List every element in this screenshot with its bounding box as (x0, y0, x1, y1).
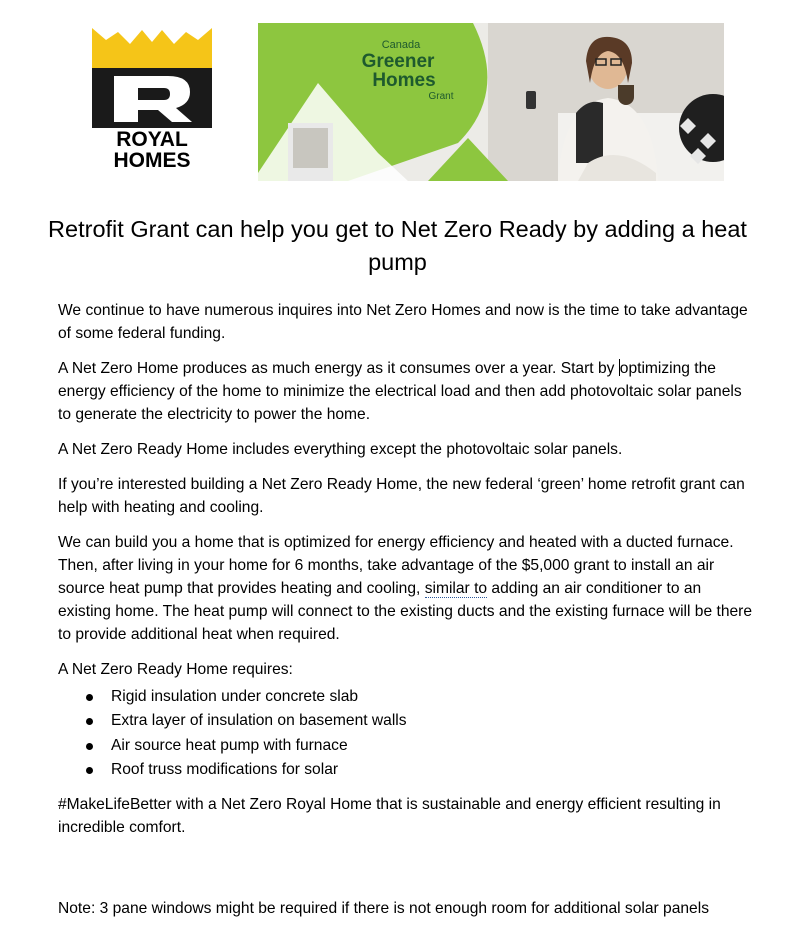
paragraph-text: optimizing the energy efficiency of the home to minimize the electrical load and then add photovoltaic solar panels to generate the electricity to power the home. (58, 360, 742, 423)
logo-line2: HOMES (113, 149, 191, 170)
list-item: Air source heat pump with furnace (58, 734, 758, 758)
paragraph-net-zero-ready: A Net Zero Ready Home includes everything except the photovoltaic solar panels. (58, 441, 623, 458)
page-title: Retrofit Grant can help you get to Net Zero Ready by adding a heat pump (48, 216, 747, 275)
royal-homes-logo (92, 28, 212, 170)
banner-greener: Greener (361, 51, 435, 72)
logo-line1: ROYAL (116, 128, 188, 151)
note-text: Note: 3 pane windows might be required if there is not enough room for additional solar panels (58, 900, 709, 917)
list-item: Roof truss modifications for solar (58, 758, 758, 782)
paragraph-make-life-better: #MakeLifeBetter with a Net Zero Royal Home that is sustainable and energy efficient resulting in incredible comfort. (58, 796, 721, 837)
greener-homes-banner (258, 23, 724, 181)
requirements-list (58, 685, 758, 782)
banner-canada: Canada (381, 39, 421, 51)
paragraph-requirements-intro: A Net Zero Ready Home requires: (58, 661, 293, 678)
paragraph-text: A Net Zero Home produces as much energy as it consumes over a year. Start by (58, 360, 619, 377)
crown-icon (92, 28, 212, 68)
paragraph-net-zero-home (58, 357, 758, 426)
banner-homes: Homes (372, 70, 436, 91)
list-item: Rigid insulation under concrete slab (58, 685, 758, 709)
list-item: Extra layer of insulation on basement walls (58, 709, 758, 733)
grammar-flag[interactable]: similar to (424, 580, 488, 597)
paragraph-retrofit-grant: If you’re interested building a Net Zero Ready Home, the new federal ‘green’ home retrofit grant can help with heating and cooling. (58, 476, 745, 516)
paragraph-text: We can build you a home that is optimized for energy efficiency and heated with a ducted furnace. Then, after living in your home for 6 months, take advantage of the $5,000 grant to install an air source heat pump that provides heating and cooling, (58, 534, 734, 597)
paragraph-intro: We continue to have numerous inquires into Net Zero Homes and now is the time to take advantage of some federal funding. (58, 302, 748, 342)
article-body (58, 299, 758, 851)
paragraph-heat-pump (58, 531, 758, 646)
paragraph-text: adding an air conditioner to an existing home. The heat pump will connect to the existing ducts and the existing furnace will be there to provide additional heat when required. (58, 580, 753, 643)
banner-grant: Grant (428, 91, 454, 102)
